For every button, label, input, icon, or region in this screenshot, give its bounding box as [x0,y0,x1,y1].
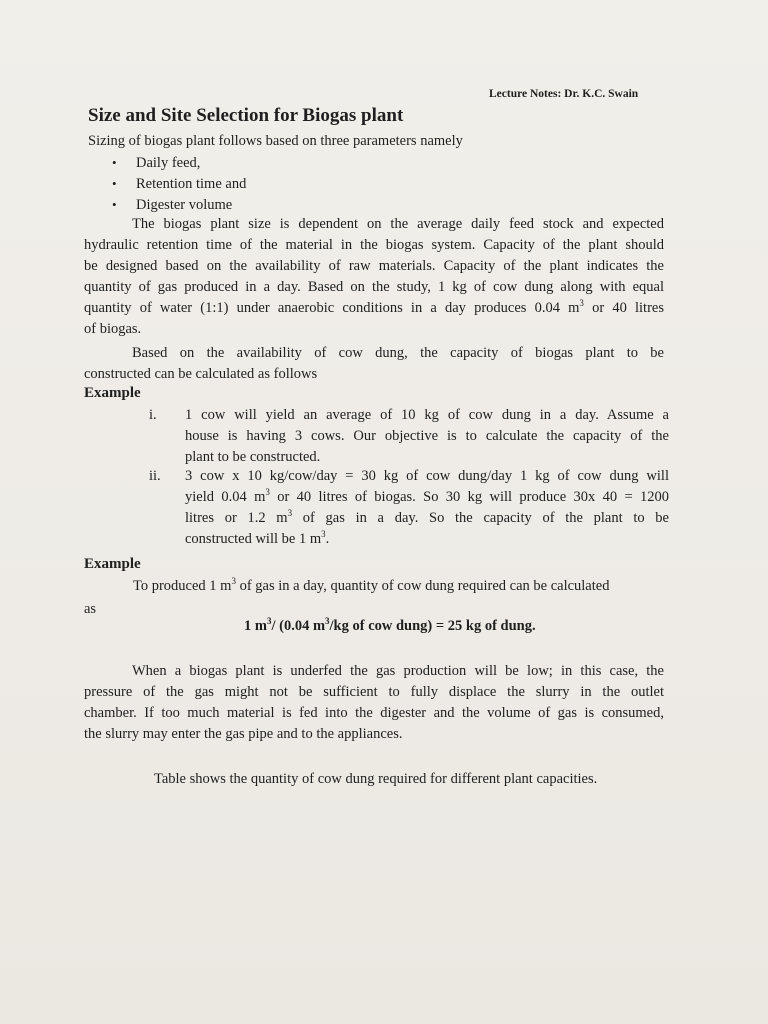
item-number: i. [149,407,157,423]
text-run: or 40 litres [583,300,664,316]
paragraph-availability [84,343,664,385]
text-run: constructed will be 1 m [185,531,322,547]
paragraph-line: the slurry may enter the gas pipe and to the appliances. [84,726,403,742]
paragraph-line: of biogas. [84,321,142,337]
bullet-item-retention-time [112,173,246,195]
superscript: 3 [325,616,330,626]
bullet-item-digester-volume [112,194,232,216]
example-item-i [149,405,669,469]
bullet-label: Digester volume [136,197,233,213]
item-text [185,466,669,550]
superscript: 3 [266,616,272,626]
bullet-label: Retention time and [136,176,247,192]
superscript: 3 [579,298,584,308]
text-run: litres or 1.2 m [185,510,288,526]
text-run: 1 m [244,618,267,634]
text-run: of gas in a day, quantity of cow dung required can be calculated [235,578,610,594]
paragraph-underfed [84,661,664,745]
table-caption: Table shows the quantity of cow dung required for different plant capacities. [154,771,598,787]
superscript: 3 [287,508,293,518]
paragraph-line: pressure of the gas might not be sufficient to fully displace the slurry in the outlet [84,684,664,700]
text-run: yield 0.04 m [185,489,266,505]
bullet-dot: • [112,176,117,191]
bullet-item-daily-feed [112,152,200,174]
paragraph-line: When a biogas plant is underfed the gas production will be low; in this case, the [132,663,664,679]
example-2-text-continued: as [84,601,97,617]
item-line: plant to be constructed. [185,449,321,465]
intro-text: Sizing of biogas plant follows based on three parameters namely [88,133,463,149]
paragraph-line: Based on the availability of cow dung, the capacity of biogas plant to be [132,345,664,361]
text-run: /kg of cow dung) = 25 kg of dung. [329,618,536,634]
paragraph-plant-size [84,214,664,340]
text-run: of gas in a day. So the capacity of the plant to be [292,510,669,526]
superscript: 3 [265,487,270,497]
lecture-notes-header: Lecture Notes: Dr. K.C. Swain [489,88,639,100]
item-text [185,405,669,468]
item-line: 1 cow will yield an average of 10 kg of cow dung in a day. Assume a [185,407,669,423]
example-heading-1: Example [84,385,141,401]
dung-formula [244,618,536,635]
text-run: To produced 1 m [133,578,232,594]
text-run: . [325,531,330,547]
bullet-dot: • [112,197,117,212]
superscript: 3 [321,529,326,539]
item-line [185,529,669,550]
paragraph-line: be designed based on the availability of raw materials. Capacity of the plant indicates the [84,258,664,274]
example-item-ii [149,466,669,552]
paragraph-line: chamber. If too much material is fed into the digester and the volume of gas is consumed, [84,705,664,721]
item-line [185,487,669,508]
bullet-dot: • [112,155,117,170]
item-line: 3 cow x 10 kg/cow/day = 30 kg of cow dung/day 1 kg of cow dung will [185,468,669,484]
item-number: ii. [149,468,161,484]
page-title: Size and Site Selection for Biogas plant [88,105,404,126]
paragraph-line: The biogas plant size is dependent on the average daily feed stock and expected [132,216,664,232]
text-run: or 40 litres of biogas. So 30 kg will produce 30x 40 = 1200 [269,489,669,505]
item-line: house is having 3 cows. Our objective is to calculate the capacity of the [185,428,669,444]
bullet-label: Daily feed, [136,155,201,171]
paragraph-line: hydraulic retention time of the material in the biogas system. Capacity of the plant should [84,237,664,253]
paragraph-line: quantity of gas produced in a day. Based on the study, 1 kg of cow dung along with equal [84,279,664,295]
paragraph-line [84,298,664,319]
superscript: 3 [231,576,236,586]
item-line [185,508,669,529]
text-run: / (0.04 m [271,618,326,634]
example-heading-2: Example [84,556,141,572]
text-run: quantity of water (1:1) under anaerobic conditions in a day produces 0.04 m [84,300,580,316]
paragraph-line: constructed can be calculated as follows [84,366,318,382]
example-2-text [133,576,609,597]
